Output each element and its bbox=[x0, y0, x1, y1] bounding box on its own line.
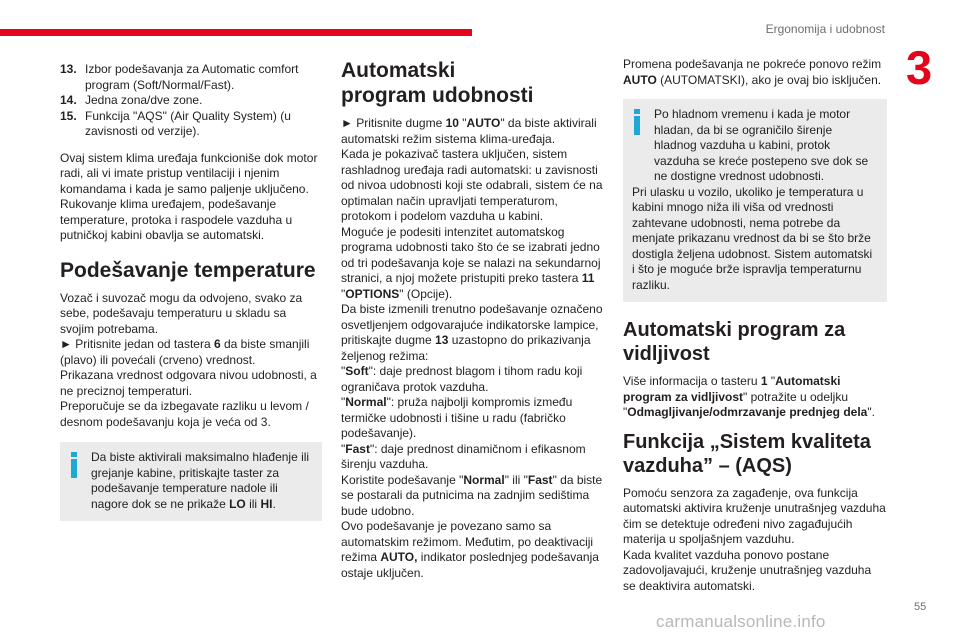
heading-auto-comfort: Automatski program udobnosti bbox=[341, 59, 534, 107]
column-right bbox=[623, 57, 887, 594]
temp-paragraph: Preporučuje se da izbegavate razliku u levom / desnom podešavanju koja je veća od 3. bbox=[60, 399, 309, 429]
item-text: Izbor podešavanja za Automatic comfort program (Soft/Normal/Fast). bbox=[85, 62, 299, 92]
aqs-paragraph: Pomoću senzora za zagađenje, ova funkcija automatski aktivira kruženje unutrašnjeg vazduha čim se detektuje određeni nivo zagađujućih materija u spoljašnjem vazduhu. bbox=[623, 485, 886, 546]
temp-instruction: ► Pritisnite jedan od tastera 6 da biste smanjili (plavo) ili povećali (crveno) vrednost. bbox=[60, 337, 310, 367]
intro-paragraph: Ovaj sistem klima uređaja funkcioniše dok motor radi, ali vi imate pristup ventilaciji i njenim komandama i kada je samo paljenje uključeno. bbox=[60, 150, 318, 196]
mode-normal: "Normal": pruža najbolji kompromis između termičke udobnosti i tišine u radu (fabričko podešavanje). bbox=[341, 395, 573, 440]
auto-instruction: ► Pritisnite dugme 10 "AUTO" da biste aktivirali automatski režim sistema klima-uređaja. bbox=[341, 116, 597, 146]
auto-note-paragraph: Promena podešavanja ne pokreće ponovo režim AUTO (AUTOMATSKI), ako je ovaj bio isključen. bbox=[623, 57, 882, 87]
temp-paragraph: Prikazana vrednost odgovara nivou udobnosti, a ne preciznoj temperaturi. bbox=[60, 368, 317, 398]
info-icon bbox=[70, 452, 78, 478]
page-number: 55 bbox=[914, 601, 927, 613]
header-accent-bar bbox=[0, 29, 472, 36]
item-number: 15. bbox=[60, 108, 77, 123]
list-item bbox=[60, 93, 322, 109]
item-text: Funkcija "AQS" (Air Quality System) (u zavisnosti od verzije). bbox=[85, 108, 291, 138]
auto-paragraph: Kada je pokazivač tastera uključen, sistem rashladnog uređaja radi automatski: u zavisnosti od nivoa udobnosti koji ste odabrali, sistem će na optimalan način upravljati temperaturom, protokom i podelom vazduha u kabini. bbox=[341, 147, 603, 223]
mode-soft: "Soft": daje prednost blagom i tihom radu koji ograničava protok vazduha. bbox=[341, 364, 583, 394]
item-number: 14. bbox=[60, 93, 77, 107]
auto-paragraph: Ovo podešavanje je povezano samo sa automatskim režimom. Međutim, po deaktivaciji režima AUTO, indikator poslednjeg podešavanja ostaje uključen. bbox=[341, 519, 599, 580]
watermark-text: carmanualsonline.info bbox=[656, 612, 826, 631]
column-middle bbox=[341, 59, 605, 581]
info-icon bbox=[633, 109, 641, 135]
column-left bbox=[60, 62, 322, 533]
heading-visibility: Automatski program za vidljivost bbox=[623, 319, 846, 365]
heading-temperature: Podešavanje temperature bbox=[60, 258, 316, 282]
aqs-paragraph: Kada kvalitet vazduha ponovo postane zadovoljavajući, kruženje unutrašnjeg vazduha se deaktivira automatski. bbox=[623, 547, 872, 593]
list-item bbox=[60, 109, 322, 140]
temp-paragraph: Vozač i suvozač mogu da odvojeno, svako za sebe, podešavaju temperaturu u skladu sa svojim potrebama. bbox=[60, 290, 303, 336]
auto-paragraph: Moguće je podesiti intenzitet automatskog programa udobnosti tako što će se izabrati jedno od tri podešavanja koje se nalazi na sekundarnoj stranici, a njoj možete pristupiti preko tastera 11 "OPTIONS" (Opcije). bbox=[341, 224, 601, 301]
mode-fast: "Fast": daje prednost dinamičnom i efikasnom širenju vazduha. bbox=[341, 441, 586, 471]
auto-paragraph: Koristite podešavanje "Normal" ili "Fast" da biste se postarali da putnicima na zadnjim sedištima bude udobno. bbox=[341, 472, 603, 518]
info-note: Da biste aktivirali maksimalno hlađenje ili grejanje kabine, pritiskajte taster za podešavanje temperature nadole ili nagore dok se ne prikaže LO ili HI. bbox=[60, 442, 322, 521]
item-number: 13. bbox=[60, 62, 77, 76]
auto-paragraph: Da biste izmenili trenutno podešavanje označeno osvetljenjem odgovarajuće indikatorske lampice, pritiskajte dugme 13 uzastopno do prikazivanja željenog režima: bbox=[341, 302, 603, 363]
heading-aqs: Funkcija „Sistem kvaliteta vazduha” – (AQS) bbox=[623, 430, 871, 477]
intro-paragraph-2: Rukovanje klima uređajem, podešavanje temperature, protoka i raspodele vazduha u putničkoj kabini obavlja se automatski. bbox=[60, 197, 293, 242]
section-title: Ergonomija i udobnost bbox=[765, 22, 885, 36]
chapter-number: 3 bbox=[906, 41, 933, 94]
list-item bbox=[60, 62, 322, 93]
item-text: Jedna zona/dve zone. bbox=[85, 93, 203, 107]
control-legend-list bbox=[60, 62, 322, 140]
info-note: Po hladnom vremenu i kada je motor hladan, da bi se ograničilo širenje hladnog vazduha u kabini, protok vazduha se kreće postepeno sve dok se ne dostigne vrednost udobnosti. Pri ulasku u vozilo, ukoliko je temperatura u kabini mnogo niža ili viša od vrednosti zahtevane udobnosti, nema potrebe da menjate prikazanu vrednost da bi se što brže dostigla željena udobnost. Sistem automatski i što je moguće brže ispravlja temperaturnu razliku. bbox=[623, 99, 887, 302]
visibility-paragraph: Više informacija o tasteru 1 "Automatski program za vidljivost" potražite u odeljku "Odmagljivanje/odmrzavanje prednjeg dela". bbox=[623, 374, 875, 419]
